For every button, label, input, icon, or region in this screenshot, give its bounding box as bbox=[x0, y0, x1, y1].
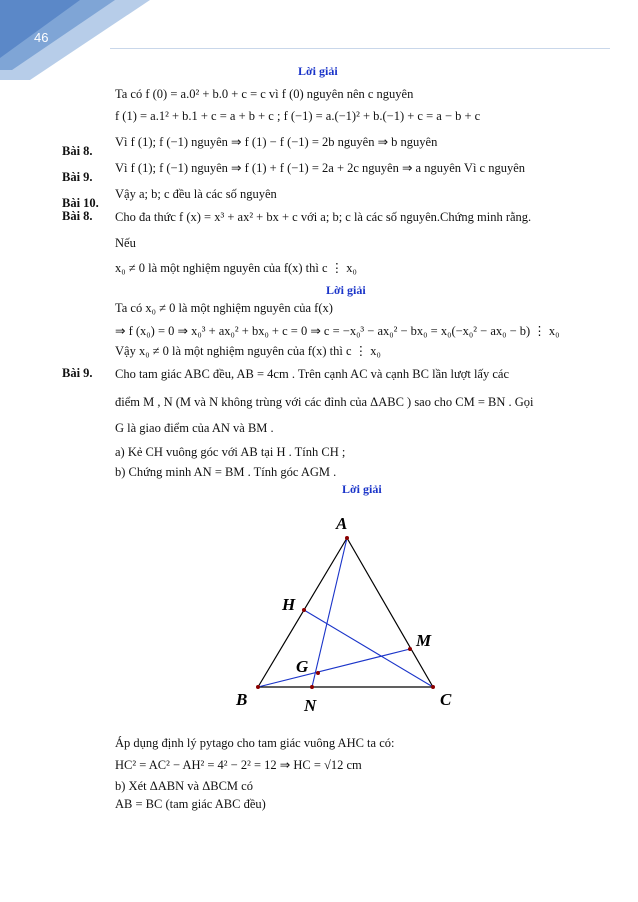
text-line-10: ⇒ f (x₀) = 0 ⇒ x₀³ + ax₀² + bx₀ + c = 0 ⇒ c = −x₀³ − ax₀² − bx₀ = x₀(−x₀² − ax₀ − b) ⋮ x₀ bbox=[115, 324, 560, 338]
point-label-g: G bbox=[296, 657, 309, 676]
point-label-n: N bbox=[304, 696, 317, 715]
label-bai-10: Bài 10. bbox=[62, 196, 99, 210]
text-line-9: Ta có x₀ ≠ 0 là một nghiệm nguyên của f(x) bbox=[115, 301, 333, 315]
point-label-h: H bbox=[282, 595, 296, 614]
point-label-a: A bbox=[336, 514, 348, 533]
text-line-8: x₀ ≠ 0 là một nghiệm nguyên của f(x) thì c ⋮ x₀ bbox=[115, 261, 357, 275]
text-line-18: HC² = AC² − AH² = 4² − 2² = 12 ⇒ HC = √12 cm bbox=[115, 758, 362, 772]
page-number: 46 bbox=[34, 30, 49, 45]
text-line-12: Cho tam giác ABC đều, AB = 4cm . Trên cạnh AC và cạnh BC lần lượt lấy các bbox=[115, 367, 509, 381]
point-label-m: M bbox=[416, 631, 432, 650]
text-line-6: Cho đa thức f (x) = x³ + ax² + bx + c với a; b; c là các số nguyên.Chứng minh rằng. bbox=[115, 210, 532, 224]
text-line-2: f (1) = a.1² + b.1 + c = a + b + c ; f (−1) = a.(−1)² + b.(−1) + c = a − b + c bbox=[115, 109, 481, 123]
text-line-19: b) Xét ΔABN và ΔBCM có bbox=[115, 779, 253, 793]
text-line-13: điểm M , N (M và N không trùng với các đỉnh của ΔABC ) sao cho CM = BN . Gọi bbox=[115, 395, 534, 409]
page-corner-decoration bbox=[0, 0, 160, 80]
label-bai-8b: Bài 8. bbox=[62, 209, 93, 223]
solution-heading-2: Lời giải bbox=[326, 283, 366, 297]
triangle-figure bbox=[220, 512, 460, 722]
solution-heading-1: Lời giải bbox=[298, 64, 338, 78]
label-bai-8a: Bài 8. bbox=[62, 144, 93, 158]
point-label-c: C bbox=[440, 690, 452, 709]
text-line-11: Vậy x₀ ≠ 0 là một nghiệm nguyên của f(x) thì c ⋮ x₀ bbox=[115, 344, 381, 358]
text-line-17: Áp dụng định lý pytago cho tam giác vuông AHC ta có: bbox=[115, 736, 395, 750]
text-line-1: Ta có f (0) = a.0² + b.0 + c = c vì f (0) nguyên nên c nguyên bbox=[115, 87, 414, 101]
text-line-14: G là giao điểm của AN và BM . bbox=[115, 421, 274, 435]
solution-heading-3: Lời giải bbox=[342, 482, 382, 496]
text-line-15: a) Kẻ CH vuông góc với AB tại H . Tính CH ; bbox=[115, 445, 346, 459]
text-line-4: Vì f (1); f (−1) nguyên ⇒ f (1) + f (−1) = 2a + 2c nguyên ⇒ a nguyên Vì c nguyên bbox=[115, 161, 526, 175]
label-bai-9a: Bài 9. bbox=[62, 170, 93, 184]
text-line-5: Vậy a; b; c đều là các số nguyên bbox=[115, 187, 277, 201]
header-rule bbox=[110, 48, 610, 49]
text-line-7: Nếu bbox=[115, 236, 136, 250]
text-line-3: Vì f (1); f (−1) nguyên ⇒ f (1) − f (−1) = 2b nguyên ⇒ b nguyên bbox=[115, 135, 438, 149]
point-label-b: B bbox=[236, 690, 248, 709]
label-bai-9b: Bài 9. bbox=[62, 366, 93, 380]
text-line-20: AB = BC (tam giác ABC đều) bbox=[115, 797, 266, 811]
text-line-16: b) Chứng minh AN = BM . Tính góc AGM . bbox=[115, 465, 337, 479]
